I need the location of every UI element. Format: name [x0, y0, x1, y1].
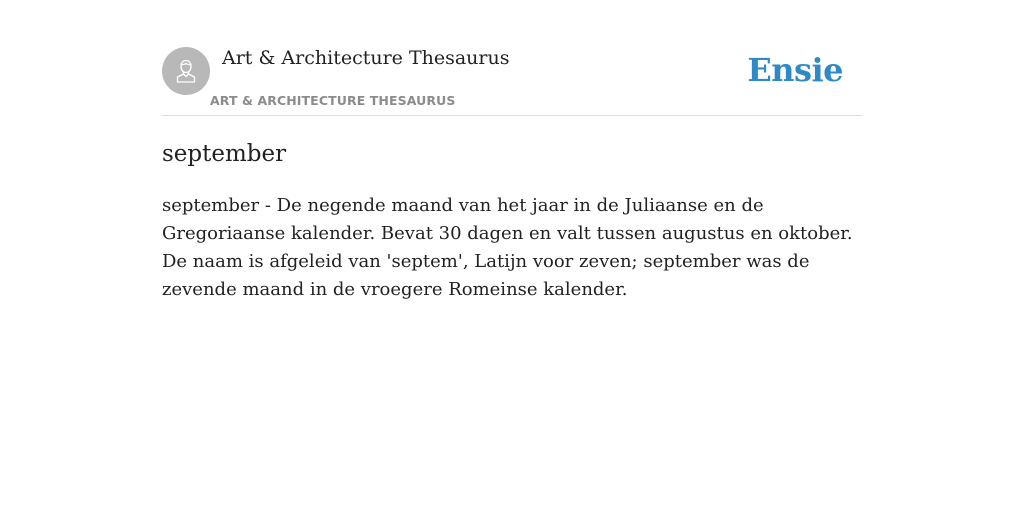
header — [162, 0, 862, 116]
source-label[interactable]: ART & ARCHITECTURE THESAURUS — [210, 93, 456, 108]
page-title: september — [162, 141, 287, 167]
brand-logo[interactable]: Ensie — [747, 51, 843, 89]
avatar[interactable] — [162, 47, 210, 95]
page-container — [162, 0, 862, 300]
user-icon — [172, 57, 200, 85]
article-body: september - De negende maand van het jaar in de Juliaanse en de Gregoriaanse kalender. Bevat 30 dagen en valt tussen augustus en oktober. De naam is afgeleid van 'septem', Latijn voor zeven; september was de zevende maand in de vroegere Romeinse kalender. — [162, 195, 853, 300]
author-name[interactable]: Art & Architecture Thesaurus — [222, 47, 510, 69]
